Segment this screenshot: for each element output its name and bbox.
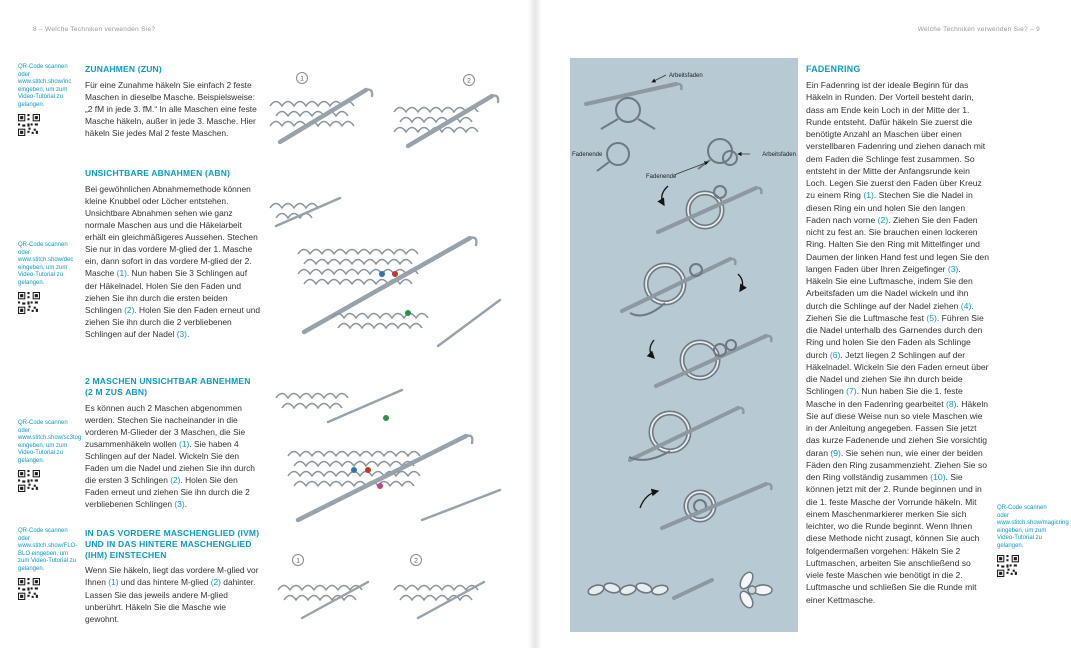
label-leader (674, 162, 708, 175)
diagram-label: Arbeitsfaden (669, 73, 703, 79)
crochet-hook-tip (466, 436, 472, 443)
section-title: UNSICHTBARE ABNAHMEN (ABN) (85, 168, 231, 178)
running-header-left: 8 – Welche Techniken verwenden Sie? (33, 26, 156, 33)
crochet-hook-tip (470, 238, 476, 245)
crochet-hook-icon (674, 580, 712, 598)
qr-note-text: QR-Code scannen oder www.stitch.show/inc eingeben, um zum Video-Tutorial zu gelangen. (18, 64, 72, 108)
yarn-loop (607, 143, 629, 165)
crochet-hook-tip (492, 96, 498, 102)
stitch-swatch (332, 314, 428, 329)
crochet-hook-icon (304, 238, 470, 332)
section-title: FADENRING (806, 64, 861, 74)
qr-code (18, 292, 40, 314)
yarn-tail (601, 119, 618, 129)
yarn-marker-red (392, 271, 398, 277)
illustration-unsichtbare-abnahmen (262, 182, 508, 352)
yarn-marker-green (383, 415, 389, 421)
qr-note-text: QR-Code scannen oder www.stitch.show/sc3tog eingeben, um zum Video-Tutorial zu gelangen. (18, 420, 82, 464)
crochet-hook-icon (280, 90, 366, 142)
diagram-label: Fadenende (646, 174, 677, 180)
svg-text:1: 1 (300, 75, 304, 83)
qr-code (18, 470, 40, 492)
yarn-tail (698, 160, 710, 169)
section-title: IN DAS VORDERE MASCHENGLIED (IVM) UND IN DAS HINTERE MASCHENGLIED (IHM) EINSTECHEN (85, 528, 260, 560)
diagram-label: Arbeitsfaden (762, 152, 796, 158)
crochet-hook-icon (276, 198, 340, 226)
diagram-label: Fadenende (572, 152, 603, 158)
direction-arrow-icon (640, 491, 658, 508)
direction-arrow-icon (650, 340, 654, 358)
section-body: Für eine Zunahme häkeln Sie einfach 2 feste Maschen in dieselbe Masche. Beispielsweise: „2 fM in jede 3. fM.“ In alle Maschen eine feste Masche häkeln, außer in jede 3. Masche. Hier häkeln Sie jedes Mal 2 feste Maschen. (85, 79, 257, 139)
section-2m-zus-abn (85, 376, 261, 510)
step-badge (297, 73, 308, 84)
flower-motif (738, 570, 772, 610)
yarn-ring-step (650, 336, 771, 386)
section-zunahmen (85, 64, 261, 139)
crochet-hook-icon (438, 300, 500, 346)
yarn-ring-step (629, 408, 743, 460)
qr-code (18, 578, 40, 600)
section-fadenring (806, 64, 989, 606)
step-badge (411, 555, 422, 566)
qr-note-text: QR-Code scannen oder www.stitch.show/dec eingeben, um zum Video-Tutorial zu gelangen. (18, 242, 74, 286)
yarn-marker-red (365, 467, 371, 473)
qr-note-text: QR-Code scannen oder www.stitch.show/magicring eingeben, um zum Video-Tutorial zu gelangen. (997, 505, 1069, 549)
yarn-loop (616, 98, 640, 122)
step-badge (464, 75, 475, 86)
stitch-swatch (276, 394, 348, 409)
yarn-marker-blue (351, 467, 357, 473)
illustration-ivm-ihm (268, 548, 504, 632)
section-body: Bei gewöhnlichen Abnahmemethode können kleine Knubbel oder Löcher entstehen. Unsichtbare Abnahmen sehen wie ganz normale Maschen aus und die Häkelarbeit erhält ein gleichmäßigeres Aussehen. Stechen Sie nur in das vordere M-glied der 1. Masche ein, dann sofort in das vordere M-glied der 2. Masche (1). Nun haben Sie 3 Schlingen auf der Häkelnadel. Holen Sie den Faden und ziehen Sie ihn durch die ersten beiden Schlingen (2). Holen Sie den Faden erneut und ziehen Sie ihn durch die 2 verbliebenen Schlingen auf der Nadel (3). (85, 183, 261, 339)
fadenring-diagram-panel (570, 58, 798, 632)
yarn-tail (597, 162, 609, 171)
illustration-2m-zus-abn (262, 378, 508, 526)
section-unsichtbare-abnahmen (85, 168, 261, 340)
yarn-tail (638, 119, 655, 129)
running-header-right: Welche Techniken verwenden Sie? – 9 (917, 26, 1040, 33)
qr-note-sc3tog (18, 420, 82, 492)
yarn-marker-green (405, 310, 411, 316)
yarn-marker-blue (379, 271, 385, 277)
svg-text:2: 2 (414, 557, 418, 565)
yarn-marker-magenta (377, 483, 383, 489)
qr-note-inc (18, 64, 78, 136)
svg-text:1: 1 (296, 557, 300, 565)
crochet-hook-icon (408, 96, 492, 146)
yarn-ring-step (658, 186, 761, 232)
yarn-ring-step (622, 259, 743, 316)
page-spine (528, 0, 542, 648)
svg-text:2: 2 (467, 77, 471, 85)
chain-stitches (587, 581, 669, 596)
yarn-ring-step (640, 484, 771, 528)
crochet-hook-icon (298, 436, 466, 520)
crochet-hook-icon (422, 490, 500, 520)
section-body: Ein Fadenring ist der ideale Beginn für das Häkeln in Runden. Der Vorteil besteht darin, dass am Ende kein Loch in der Mitte der 1. Runde entsteht. Dafür häkeln Sie zuerst die benötigte Anzahl an Maschen über einen verstellbaren Fadenring und ziehen danach mit dem Faden die Schlinge fest zusammen. So entsteht in der Mitte der Anfangsrunde kein Loch. Legen Sie zuerst den Faden über Kreuz zu einem Ring (1). Stechen Sie die Nadel in diesen Ring ein und holen Sie den langen Faden nach vorne (2). Ziehen Sie den Faden nicht zu fest an. Sie brauchen einen lockeren Ring. Halten Sie den Ring mit Mittelfinger und Daumen der linken Hand fest und legen Sie den langen Faden über Ihren Zeigefinger (3). Häkeln Sie eine Luftmasche, indem Sie den Arbeitsfaden um die Nadel wickeln und ihn durch die Schlinge auf der Nadel ziehen (4). Ziehen Sie die Luftmasche fest (5). Führen Sie die Nadel unterhalb des Garnendes durch den Ring und holen Sie den Faden als Schlinge durch (6). Jetzt liegen 2 Schlingen auf der Häkelnadel. Wickeln Sie den Faden erneut über die Nadel und ziehen Sie ihn durch beide Schlingen (7). Nun haben Sie die 1. feste Masche in den Fadenring gearbeitet (8). Häkeln Sie auf diese Weise nun so viele Maschen wie in der Anleitung angegeben. Fassen Sie jetzt das kurze Fadenende und ziehen Sie vorsichtig daran (9). Sie sehen nun, wie einer der beiden Fäden den Ring zusammenzieht. Ziehen Sie so den Ring vollständig zusammen (10). Sie können jetzt mit der 2. Runde beginnen und in die 1. feste Masche der Vorrunde häkeln. Mit einem Maschenmarkierer merken Sie sich leichter, wo die Runde beginnt. Wenn Ihnen diese Methode nicht zusagt, können Sie auch folgendermaßen vorgehen: Häkeln Sie 2 Luftmaschen, arbeiten Sie anschließend so viele feste Maschen wie benötigt in die 2. Luftmasche und schließen Sie die Runde mit einer Kettmasche. (806, 80, 989, 605)
section-body: Wenn Sie häkeln, liegt das vordere M-glied vor Ihnen (1) und das hintere M-glied (2) dahinter. Lassen Sie das jeweils andere M-glied unberührt. Häkeln Sie die Masche wie gewohnt. (85, 565, 259, 624)
crochet-hook-icon (586, 84, 676, 104)
qr-note-magicring (997, 505, 1069, 577)
qr-code (18, 114, 40, 136)
qr-note-flo-blo (18, 528, 78, 600)
label-leader (652, 75, 666, 82)
crochet-hook-tip (676, 84, 681, 90)
qr-code (997, 555, 1019, 577)
step-badge (293, 555, 304, 566)
crochet-hook-tip (366, 90, 372, 96)
qr-note-dec (18, 242, 78, 314)
section-title: 2 MASCHEN UNSICHTBAR ABNEHMEN (2 M ZUS ABN) (85, 376, 251, 397)
direction-arrow-icon (738, 274, 743, 291)
section-ivm-ihm (85, 528, 261, 625)
qr-note-text: QR-Code scannen oder www.stitch.show/FLO-BLO eingeben, um zum Video-Tutorial zu gelangen. (18, 528, 78, 572)
direction-arrow-icon (662, 186, 668, 205)
section-body: Es können auch 2 Maschen abgenommen werden. Stechen Sie nacheinander in die vorderen M-Glieder der 3 Maschen, die Sie zusammenhäkeln wollen (1). Sie haben 4 Schlingen auf der Nadel. Wickeln Sie den Faden um die Nadel und ziehen Sie ihn durch die ersten 3 Schlingen (2). Holen Sie den Faden erneut und ziehen Sie ihn durch die 2 verbliebenen Schlingen (3). (85, 402, 255, 510)
section-title: ZUNAHMEN (ZUN) (85, 64, 162, 74)
illustration-zunahmen (262, 66, 508, 160)
